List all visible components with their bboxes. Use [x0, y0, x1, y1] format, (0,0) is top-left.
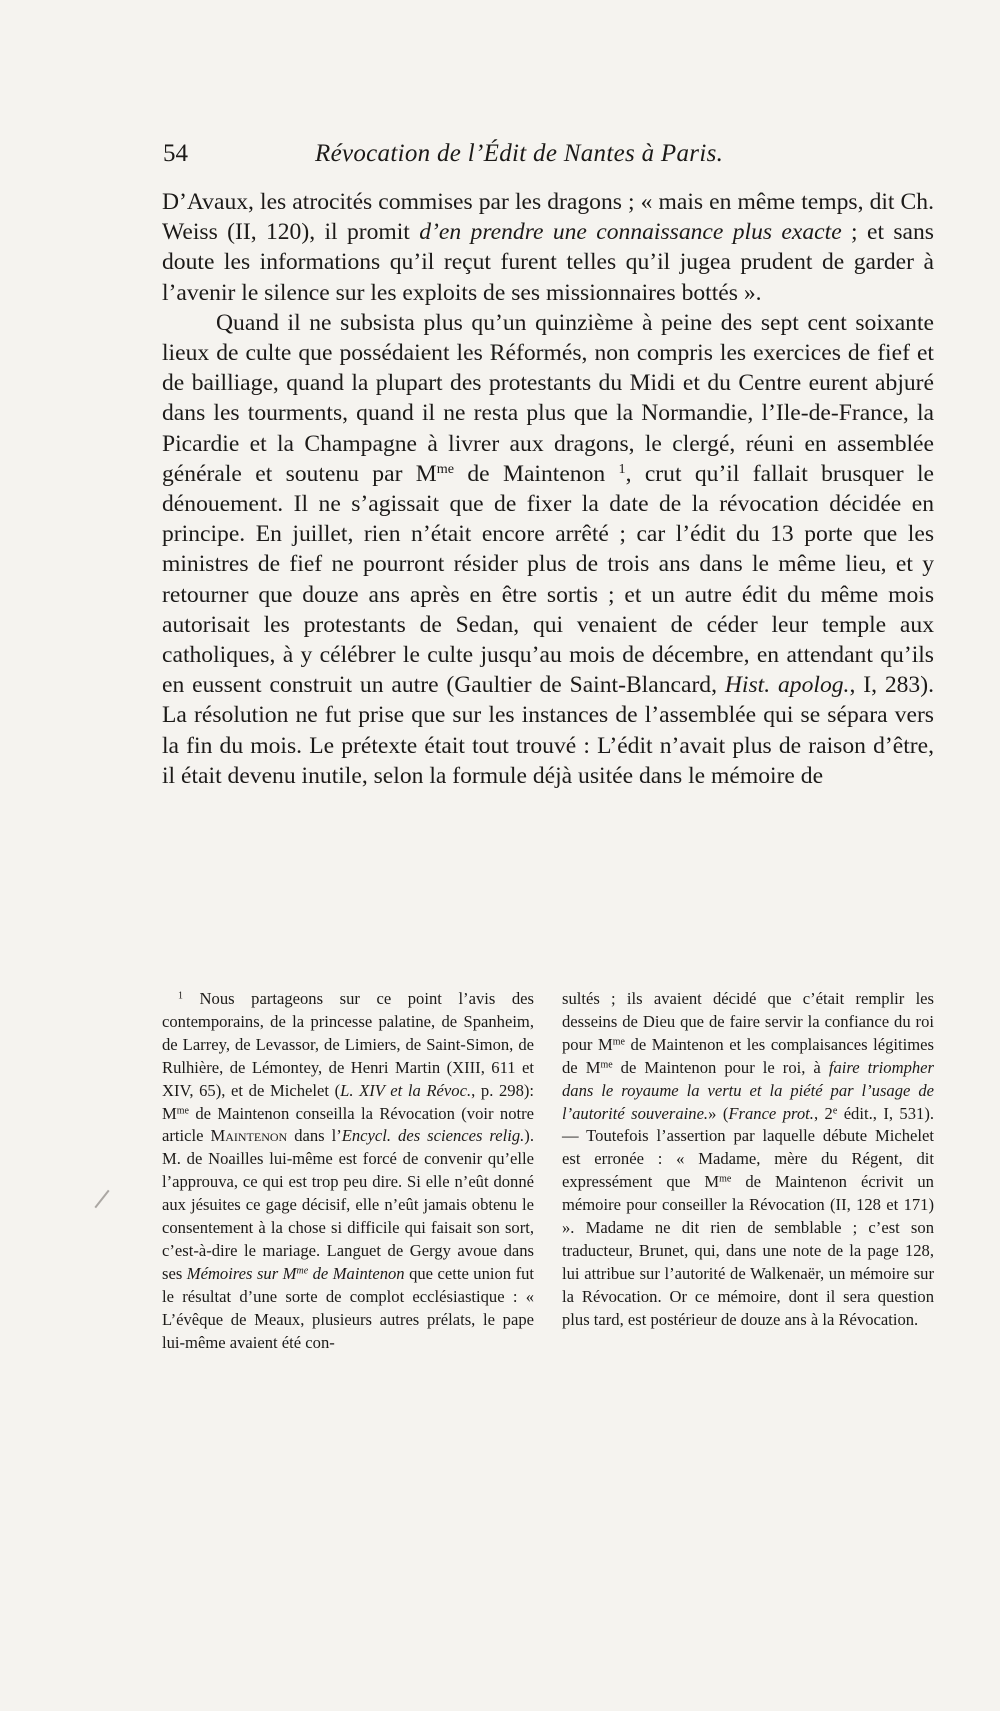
- footnotes: [162, 988, 934, 1355]
- running-head: [163, 140, 783, 176]
- paragraph-1-italic: d’en prendre une connaissance plus exacte: [419, 219, 842, 246]
- fn-right-i: , 2: [813, 1103, 833, 1123]
- fn-right-g: » (: [708, 1103, 729, 1123]
- footnote-column-left: [162, 988, 534, 1355]
- fn-right-sup-l: me: [719, 1173, 732, 1185]
- fn-left-sup-k: me: [296, 1265, 309, 1277]
- fn-right-sup-j: e: [832, 1105, 838, 1117]
- margin-pencil-mark: [94, 1190, 109, 1209]
- fn-left-a: Nous partageons sur ce point l’avis des contemporains, de la princesse palatine, de Spanheim, de Larrey, de Levassor, de Limiers, de Saint-Simon, de Rulhière, de Lémontey, de Henri Martin (XIII, 611 et XIV, 65), et de Michelet (: [162, 989, 534, 1100]
- fn-left-italic-l: de Maintenon: [308, 1263, 405, 1283]
- page-number: 54: [163, 140, 188, 167]
- footnote-left-text: [162, 988, 534, 1355]
- footnote-column-right: [562, 988, 934, 1355]
- fn-left-sup-d: me: [176, 1105, 189, 1117]
- fn-left-italic-h: Encycl. des sciences relig.: [341, 1126, 525, 1146]
- superscript-me: me: [436, 461, 455, 478]
- main-text: [162, 187, 934, 791]
- fn-right-m: de Maintenon écrivit un mémoire pour conseiller la Révocation (II, 128 et 171) ». Madame ne dit rien de semblable ; c’est son traducteur, Brunet, qui, dans une note de la page 128, lui attribue sur l’autorité de Walkenaër, un mémoire sur la Révocation. Or ce mémoire, dont il sera question plus tard, est postérieur de douze ans à la Révocation.: [562, 1172, 934, 1329]
- footnote-reference: 1: [618, 461, 626, 478]
- paragraph-1-text-c: ; et sans doute les informations qu’il reçut furent telles qu’il jugea prudent de garder à l’avenir le silence sur les exploits de ses missionnaires bottés ».: [162, 219, 934, 306]
- fn-right-sup-d: me: [600, 1059, 613, 1071]
- fn-right-italic-f: faire triompher dans le royaume la vertu et la piété par l’usage de l’autorité souveraine.: [562, 1057, 934, 1123]
- fn-left-i: ). M. de Noailles lui-même est forcé de convenir qu’elle l’approuva, ce qui est trop peu dire. Si elle n’eût donné aux jésuites ce gage décisif, elle n’eût jamais obtenu le consentement à la chose si difficile qui faisait son sort, c’est-à-dire le mariage. Languet de Gergy avoue dans ses: [162, 1126, 534, 1283]
- fn-right-italic-h: France prot.: [728, 1103, 814, 1123]
- fn-right-k: édit., I, 531). — Toutefois l’assertion par laquelle débute Michelet est erronée : « Madame, mère du Régent, dit expressément que M: [562, 1103, 934, 1192]
- fn-left-g: dans l’: [287, 1126, 342, 1146]
- fn-left-italic-j: Mémoires sur M: [186, 1263, 297, 1283]
- fn-left-c: , p. 298): M: [162, 1080, 535, 1123]
- paragraph-1: [162, 187, 934, 308]
- footnote-marker: 1: [178, 990, 183, 1002]
- paragraph-2: [162, 308, 934, 791]
- fn-right-a: sultés ; ils avaient décidé que c’était remplir les desseins de Dieu que de faire servir la confiance du roi pour M: [562, 989, 934, 1054]
- running-title: Révocation de l’Édit de Nantes à Paris.: [315, 140, 724, 167]
- paragraph-2-text-e: , crut qu’il fallait brusquer le dénouement. Il ne s’agissait que de fixer la date de la révocation décidée en principe. En juillet, rien n’était encore arrêté ; car l’édit du 13 porte que les ministres de fief ne pourront résider plus de trois ans dans le même lieu, et y retourner que douze ans après en être sortis ; et un autre édit du même mois autorisait les protestants de Sedan, qui venaient de céder leur temple aux catholiques, à y célébrer le culte jusqu’au mois de décembre, en attendant qu’ils en eussent construit un autre (Gaultier de Saint-Blancard,: [162, 460, 935, 699]
- fn-left-m: que cette union fut le résultat d’une sorte de complot ecclésiastique : « L’évêque de Meaux, plusieurs autres prélats, le pape lui-même avaient été con-: [162, 1263, 535, 1352]
- paragraph-2-text-g: , I, 283). La résolution ne fut prise que sur les instances de l’assemblée qui se sépara vers la fin du mois. Le prétexte était tout trouvé : L’édit n’avait plus de raison d’être, il était devenu inutile, selon la formule déjà usitée dans le mémoire de: [162, 672, 934, 789]
- paragraph-2-italic-citation: Hist. apolog.: [724, 672, 850, 699]
- fn-right-sup-b: me: [612, 1036, 625, 1048]
- fn-right-c: de Maintenon et les complaisances légitimes de M: [562, 1034, 934, 1077]
- paragraph-2-text-c: de Maintenon: [454, 460, 619, 487]
- fn-left-e: de Maintenon conseilla la Révocation (voir notre article: [162, 1103, 534, 1146]
- fn-left-smallcaps-f: Maintenon: [210, 1126, 288, 1146]
- fn-right-e: de Maintenon pour le roi, à: [612, 1057, 829, 1077]
- fn-left-italic-b: L. XIV et la Révoc.: [340, 1080, 472, 1100]
- paragraph-2-text-a: Quand il ne subsista plus qu’un quinzième à peine des sept cent soixante lieux de culte que possédaient les Réformés, non compris les exercices de fief et de bailliage, quand la plupart des protestants du Midi et du Centre eurent abjuré dans les tourments, quand il ne resta plus que la Normandie, l’Ile-de-France, la Picardie et la Champagne à livrer aux dragons, le clergé, réuni en assemblée générale et soutenu par M: [162, 309, 934, 487]
- footnote-right-text: [562, 988, 934, 1332]
- paragraph-1-text-a: D’Avaux, les atrocités commises par les dragons ; « mais en même temps, dit Ch. Weiss (II, 120), il promit: [162, 189, 934, 246]
